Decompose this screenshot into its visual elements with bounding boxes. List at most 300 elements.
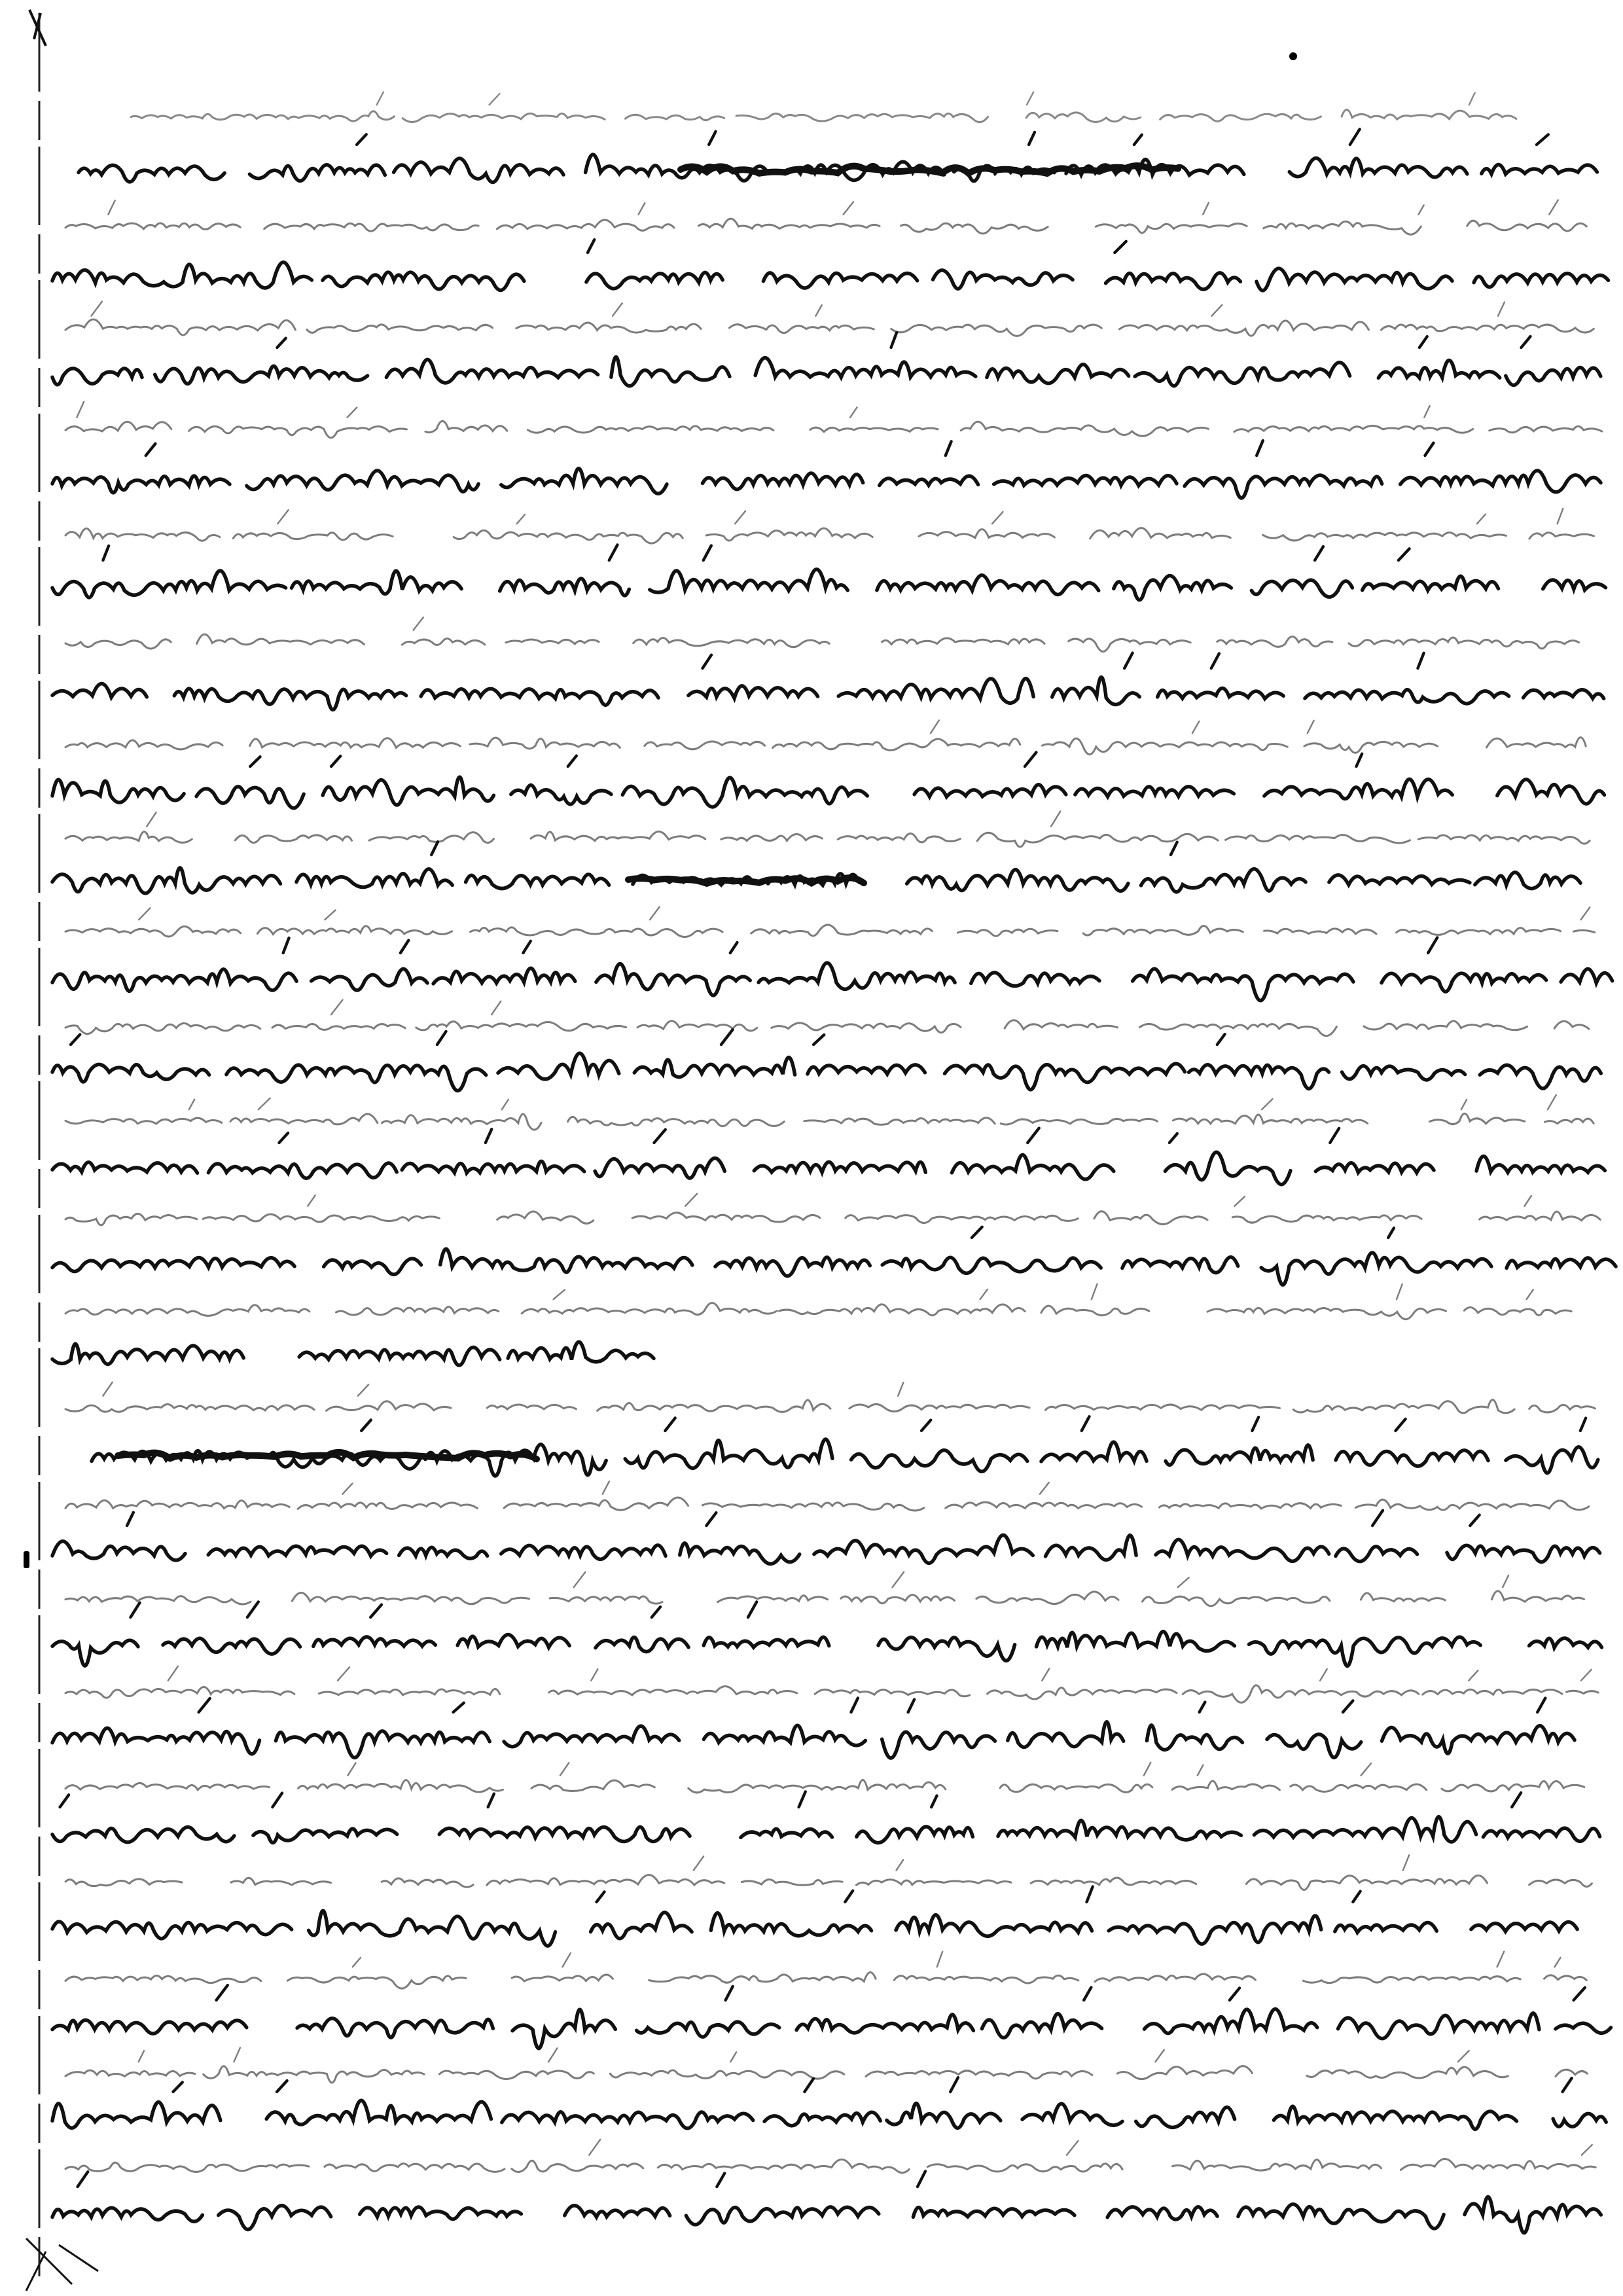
- handwritten-word: [52, 1827, 234, 1842]
- handwritten-word: [754, 1162, 925, 1172]
- handwritten-word: [891, 325, 1102, 336]
- accent-mark: [1503, 1575, 1508, 1587]
- handwritten-word: [65, 926, 241, 937]
- handwritten-word: [1303, 1977, 1520, 1983]
- handwritten-word: [1147, 1725, 1243, 1750]
- accent-mark: [517, 514, 525, 524]
- accent-mark: [591, 1669, 597, 1681]
- handwritten-word: [466, 874, 609, 889]
- handwritten-word: [882, 638, 1045, 645]
- handwritten-word: [402, 113, 605, 122]
- accent-mark: [851, 1698, 858, 1712]
- handwritten-word: [292, 1592, 529, 1604]
- handwritten-word: [1207, 1308, 1446, 1319]
- accent-mark: [992, 512, 1003, 524]
- accent-mark: [78, 2172, 88, 2187]
- handwritten-word: [914, 785, 1066, 797]
- accent-mark: [1320, 1669, 1327, 1681]
- accent-mark: [348, 408, 357, 418]
- accent-mark: [735, 511, 745, 524]
- handwritten-word: [772, 1023, 961, 1033]
- accent-mark: [1092, 1284, 1097, 1299]
- handwritten-word: [1090, 528, 1231, 539]
- handwritten-word: [1397, 928, 1561, 935]
- handwritten-word: [470, 738, 620, 749]
- handwritten-word: [680, 1543, 800, 1564]
- handwritten-word: [688, 686, 818, 698]
- handwritten-word: [512, 2009, 615, 2048]
- handwritten-word: [988, 1688, 1177, 1700]
- handwritten-word: [907, 870, 1128, 891]
- accent-mark: [1025, 752, 1036, 766]
- handwritten-word: [52, 1344, 243, 1364]
- accent-mark: [1477, 514, 1486, 524]
- handwritten-word: [498, 1053, 619, 1079]
- handwritten-word: [1305, 690, 1509, 704]
- handwritten-word: [763, 273, 917, 288]
- handwritten-word: [1043, 738, 1288, 754]
- accent-mark: [918, 2171, 925, 2187]
- accent-mark: [348, 1763, 355, 1775]
- accent-mark: [1040, 1482, 1049, 1494]
- accent-mark: [1350, 129, 1360, 145]
- accent-mark: [589, 2140, 600, 2155]
- handwritten-word: [1363, 576, 1499, 590]
- accent-mark: [1084, 1987, 1091, 2000]
- handwritten-word: [1342, 1066, 1465, 1080]
- accent-mark: [665, 1418, 675, 1431]
- handwritten-word: [611, 357, 730, 386]
- handwritten-word: [65, 422, 171, 431]
- accent-mark: [1424, 406, 1429, 418]
- handwritten-word: [1106, 273, 1241, 289]
- accent-mark: [597, 1892, 605, 1902]
- handwritten-word: [52, 476, 230, 493]
- accent-mark: [908, 1700, 914, 1712]
- accent-mark: [850, 407, 857, 417]
- handwritten-word: [718, 1596, 828, 1602]
- accent-mark: [1257, 440, 1263, 456]
- handwritten-word: [1382, 1726, 1575, 1754]
- accent-mark: [1308, 721, 1314, 733]
- handwritten-word: [1304, 742, 1438, 753]
- handwritten-word: [1506, 367, 1601, 385]
- handwritten-word: [360, 2207, 522, 2219]
- accent-mark: [272, 1793, 282, 1807]
- handwritten-word: [1000, 1784, 1152, 1792]
- handwritten-word: [196, 787, 304, 808]
- handwritten-word: [755, 358, 976, 378]
- handwritten-word: [416, 1022, 626, 1031]
- handwritten-word: [1335, 1922, 1437, 1932]
- ink-speck: [24, 1551, 29, 1568]
- handwritten-word: [1529, 533, 1594, 539]
- handwritten-word: [1122, 1257, 1238, 1273]
- handwritten-word: [425, 421, 507, 432]
- handwritten-word: [1400, 2159, 1596, 2170]
- handwritten-word: [1234, 425, 1473, 433]
- accent-mark: [560, 1763, 569, 1775]
- handwritten-word: [307, 325, 493, 333]
- handwritten-word: [247, 471, 478, 492]
- handwritten-word: [1336, 1547, 1418, 1562]
- accent-mark: [488, 1794, 494, 1807]
- accent-mark: [103, 546, 109, 560]
- handwritten-word: [52, 683, 147, 697]
- handwritten-word: [773, 739, 1020, 751]
- handwritten-word: [394, 158, 563, 183]
- accent-mark: [523, 941, 530, 953]
- handwritten-word: [1467, 221, 1587, 231]
- accent-mark: [308, 1195, 315, 1206]
- handwritten-word: [933, 270, 1073, 289]
- handwritten-word: [299, 1348, 500, 1366]
- handwritten-word: [927, 2164, 1122, 2172]
- handwritten-word: [298, 1780, 503, 1792]
- handwritten-word: [1135, 363, 1349, 386]
- handwritten-word: [1364, 1021, 1527, 1030]
- handwritten-word: [971, 973, 1099, 986]
- handwritten-word: [919, 529, 1055, 538]
- accent-mark: [234, 2048, 240, 2062]
- handwritten-word: [65, 1975, 261, 1982]
- accent-mark: [486, 1129, 491, 1143]
- accent-mark: [562, 1953, 570, 1967]
- accent-mark: [1461, 1100, 1467, 1109]
- handwritten-word: [1543, 580, 1606, 590]
- handwritten-word: [568, 1117, 785, 1126]
- handwritten-word: [586, 272, 722, 288]
- handwritten-word: [976, 1592, 1118, 1604]
- accent-mark: [804, 2079, 813, 2092]
- accent-mark: [454, 1703, 464, 1712]
- accent-mark: [1200, 1702, 1205, 1712]
- handwritten-word: [298, 1503, 477, 1509]
- handwritten-word: [52, 1728, 260, 1754]
- handwritten-word: [650, 569, 848, 592]
- accent-mark: [247, 1602, 259, 1617]
- handwritten-word: [645, 742, 765, 749]
- handwritten-word: [1094, 1211, 1207, 1225]
- handwritten-word: [1026, 113, 1141, 122]
- handwritten-word: [994, 475, 1177, 485]
- accent-mark: [130, 1603, 139, 1617]
- handwritten-word: [634, 1057, 794, 1077]
- handwritten-word: [336, 1307, 499, 1315]
- handwritten-word: [382, 1114, 541, 1130]
- handwritten-word: [65, 1213, 197, 1225]
- handwritten-word: [1261, 1253, 1491, 1285]
- handwritten-word: [961, 422, 1208, 436]
- handwritten-word: [625, 1439, 832, 1468]
- accent-mark: [103, 1382, 112, 1396]
- accent-mark: [845, 1891, 853, 1902]
- accent-mark: [1397, 1284, 1402, 1299]
- handwritten-word: [1483, 1828, 1599, 1841]
- handwritten-word: [1529, 1880, 1592, 1887]
- handwritten-word: [163, 1638, 300, 1654]
- handwritten-word: [197, 634, 365, 645]
- handwritten-word: [324, 1259, 421, 1274]
- handwritten-word: [814, 1535, 1033, 1563]
- accent-mark: [331, 1000, 342, 1015]
- accent-mark: [726, 1986, 733, 2000]
- accent-mark: [897, 1860, 904, 1871]
- handwritten-word: [1046, 1535, 1137, 1560]
- handwritten-word: [1336, 1450, 1488, 1466]
- accent-mark: [1178, 1577, 1189, 1587]
- handwritten-word: [52, 1640, 138, 1666]
- handwritten-word: [266, 2100, 491, 2125]
- handwritten-word: [65, 1879, 182, 1886]
- accent-mark: [1469, 93, 1475, 105]
- handwritten-word: [52, 2020, 247, 2034]
- handwritten-word: [487, 1875, 724, 1886]
- accent-mark: [1042, 1669, 1049, 1681]
- handwritten-word: [595, 1158, 724, 1178]
- handwritten-word: [1274, 2106, 1516, 2129]
- accent-mark: [1343, 1700, 1353, 1712]
- accent-mark: [490, 94, 500, 105]
- accent-mark: [325, 910, 335, 920]
- accent-mark: [1169, 1134, 1177, 1143]
- handwritten-word: [704, 1725, 865, 1746]
- handwritten-word: [1482, 164, 1597, 174]
- handwritten-word: [309, 1910, 556, 1946]
- accent-mark: [1527, 1289, 1533, 1299]
- accent-mark: [139, 908, 150, 920]
- handwritten-word: [52, 780, 184, 802]
- handwritten-word: [838, 679, 1033, 704]
- handwritten-word: [527, 426, 774, 433]
- accent-mark: [217, 1985, 228, 2000]
- handwritten-word: [203, 1214, 439, 1222]
- handwritten-word: [1529, 1405, 1596, 1412]
- handwritten-word: [1008, 1722, 1124, 1748]
- handwritten-word: [711, 1913, 871, 1936]
- handwritten-word: [841, 1595, 955, 1604]
- handwritten-word: [1506, 1447, 1598, 1473]
- handwritten-word: [1566, 1691, 1598, 1693]
- handwritten-word: [65, 1500, 289, 1508]
- handwritten-word: [208, 1163, 397, 1178]
- handwritten-word: [235, 835, 351, 843]
- accent-mark: [1211, 653, 1219, 668]
- handwritten-word: [1136, 2108, 1235, 2128]
- handwritten-word: [439, 2071, 594, 2079]
- accent-mark: [588, 240, 594, 253]
- handwritten-word: [1232, 1215, 1421, 1223]
- accent-mark: [60, 1795, 69, 1807]
- handwritten-word: [1291, 1784, 1427, 1791]
- handwritten-word: [851, 1450, 1027, 1472]
- accent-mark: [950, 2077, 958, 2092]
- accent-mark: [1361, 1763, 1372, 1776]
- accent-mark: [71, 1035, 80, 1045]
- accent-mark: [813, 1035, 824, 1045]
- accent-mark: [1330, 1128, 1339, 1143]
- handwritten-word: [369, 833, 493, 843]
- handwritten-word: [257, 926, 452, 935]
- handwritten-word: [1476, 1156, 1605, 1172]
- handwritten-word: [698, 219, 880, 228]
- accent-mark: [654, 1130, 665, 1143]
- accent-mark: [554, 1290, 565, 1300]
- accent-mark: [277, 510, 288, 524]
- handwritten-word: [721, 834, 823, 840]
- handwritten-word: [1069, 639, 1191, 652]
- handwritten-word: [549, 1687, 797, 1695]
- handwritten-word: [887, 2104, 1001, 2128]
- handwritten-word: [52, 1541, 185, 1560]
- accent-mark: [1171, 842, 1177, 855]
- accent-mark: [338, 1667, 349, 1681]
- accent-mark: [431, 842, 438, 855]
- handwritten-word: [736, 113, 988, 122]
- handwritten-word: [610, 2070, 844, 2079]
- handwritten-word: [287, 1976, 466, 1988]
- handwritten-word: [1109, 1916, 1321, 1944]
- handwritten-word: [297, 2018, 493, 2037]
- handwritten-word: [901, 223, 1048, 234]
- accent-mark: [1357, 754, 1363, 766]
- handwritten-word: [945, 1064, 1185, 1090]
- handwritten-word: [52, 2102, 221, 2128]
- handwritten-word: [998, 1820, 1241, 1840]
- accent-mark: [1198, 1765, 1204, 1776]
- accent-mark: [639, 203, 645, 214]
- handwritten-word: [1480, 1065, 1601, 1088]
- accent-mark: [1521, 336, 1530, 348]
- handwritten-word: [686, 2207, 878, 2225]
- handwritten-word: [487, 1405, 576, 1409]
- handwritten-word: [1465, 2197, 1601, 2233]
- handwritten-word: [1267, 1734, 1361, 1757]
- accent-mark: [277, 2081, 287, 2092]
- accent-mark: [721, 1030, 733, 1045]
- handwritten-word: [565, 2206, 670, 2217]
- handwritten-word: [596, 963, 750, 995]
- handwritten-word: [233, 533, 393, 540]
- accent-mark: [1234, 1196, 1244, 1206]
- accent-mark: [1498, 302, 1505, 316]
- accent-mark: [1029, 132, 1035, 145]
- handwritten-word: [1001, 1119, 1157, 1124]
- accent-mark: [1582, 2145, 1592, 2155]
- accent-mark: [1470, 1515, 1479, 1526]
- handwritten-word: [1238, 2204, 1444, 2229]
- handwritten-word: [1037, 1632, 1235, 1651]
- accent-mark: [931, 721, 939, 734]
- handwritten-word: [849, 1404, 1029, 1411]
- handwritten-word: [796, 2015, 973, 2033]
- handwritten-word: [1315, 1163, 1434, 1173]
- handwritten-word: [597, 1400, 830, 1412]
- handwritten-word: [52, 868, 281, 893]
- handwritten-word: [508, 1342, 654, 1361]
- accent-mark: [709, 132, 715, 145]
- accent-mark: [1425, 443, 1433, 456]
- handwritten-word: [1031, 1878, 1196, 1885]
- handwritten-word: [808, 1065, 925, 1074]
- handwritten-word: [1133, 969, 1353, 1001]
- accent-mark: [1537, 1698, 1545, 1712]
- accent-mark: [1192, 721, 1199, 733]
- accent-mark: [704, 546, 711, 560]
- handwritten-word: [1524, 690, 1604, 699]
- accent-mark: [574, 1572, 586, 1587]
- handwritten-word: [846, 1215, 1079, 1223]
- handwritten-word: [1083, 926, 1243, 935]
- handwritten-word: [1574, 930, 1595, 932]
- handwritten-word: [65, 1687, 294, 1698]
- handwritten-word: [1489, 426, 1602, 433]
- handwritten-word: [1041, 1306, 1149, 1316]
- accent-mark: [799, 1791, 806, 1807]
- handwritten-word: [296, 869, 452, 888]
- accent-mark: [1428, 937, 1437, 953]
- accent-mark: [1497, 1952, 1505, 1967]
- handwritten-word: [880, 476, 978, 485]
- accent-mark: [609, 545, 618, 560]
- handwritten-word: [649, 1973, 876, 1983]
- handwritten-word: [65, 1405, 314, 1412]
- handwritten-word: [1507, 1258, 1616, 1268]
- handwritten-word: [1544, 1975, 1587, 1981]
- accent-mark: [1262, 1099, 1272, 1109]
- handwritten-word: [52, 571, 286, 598]
- handwritten-word: [1189, 1065, 1329, 1089]
- handwritten-word: [204, 2066, 424, 2083]
- handwritten-word: [502, 2112, 753, 2128]
- accent-mark: [189, 1100, 194, 1110]
- accent-mark: [844, 202, 853, 214]
- handwritten-word: [52, 262, 312, 288]
- handwritten-word: [857, 1827, 973, 1843]
- accent-mark: [730, 2052, 736, 2062]
- handwritten-word: [1246, 1875, 1487, 1890]
- handwritten-word: [1075, 787, 1234, 797]
- handwritten-word: [637, 2022, 779, 2037]
- accent-mark: [1537, 135, 1548, 145]
- handwritten-word: [313, 1637, 436, 1647]
- handwritten-word: [1096, 224, 1247, 233]
- accent-mark: [1086, 1887, 1092, 1902]
- handwritten-word: [1140, 1024, 1337, 1035]
- accent-mark: [1027, 92, 1033, 105]
- handwritten-word: [882, 1732, 995, 1758]
- handwritten-word: [1117, 2066, 1252, 2079]
- handwritten-word: [382, 1878, 473, 1887]
- handwritten-word: [1158, 688, 1284, 698]
- handwritten-word: [703, 473, 863, 490]
- accent-mark: [931, 1796, 936, 1807]
- handwritten-word: [877, 575, 1099, 595]
- handwritten-word: [866, 2071, 1092, 2079]
- handwritten-word: [402, 639, 485, 645]
- handwritten-word: [1264, 780, 1452, 799]
- handwritten-word: [65, 319, 295, 335]
- handwritten-word: [1249, 1637, 1481, 1666]
- handwritten-word: [219, 2206, 331, 2230]
- accent-mark: [1418, 653, 1423, 668]
- handwritten-word: [1338, 2013, 1539, 2039]
- handwritten-word: [1474, 274, 1608, 287]
- accent-mark: [613, 303, 622, 315]
- handwritten-word: [1022, 2104, 1122, 2125]
- handwritten-word: [249, 165, 385, 181]
- handwritten-word: [946, 1502, 1142, 1508]
